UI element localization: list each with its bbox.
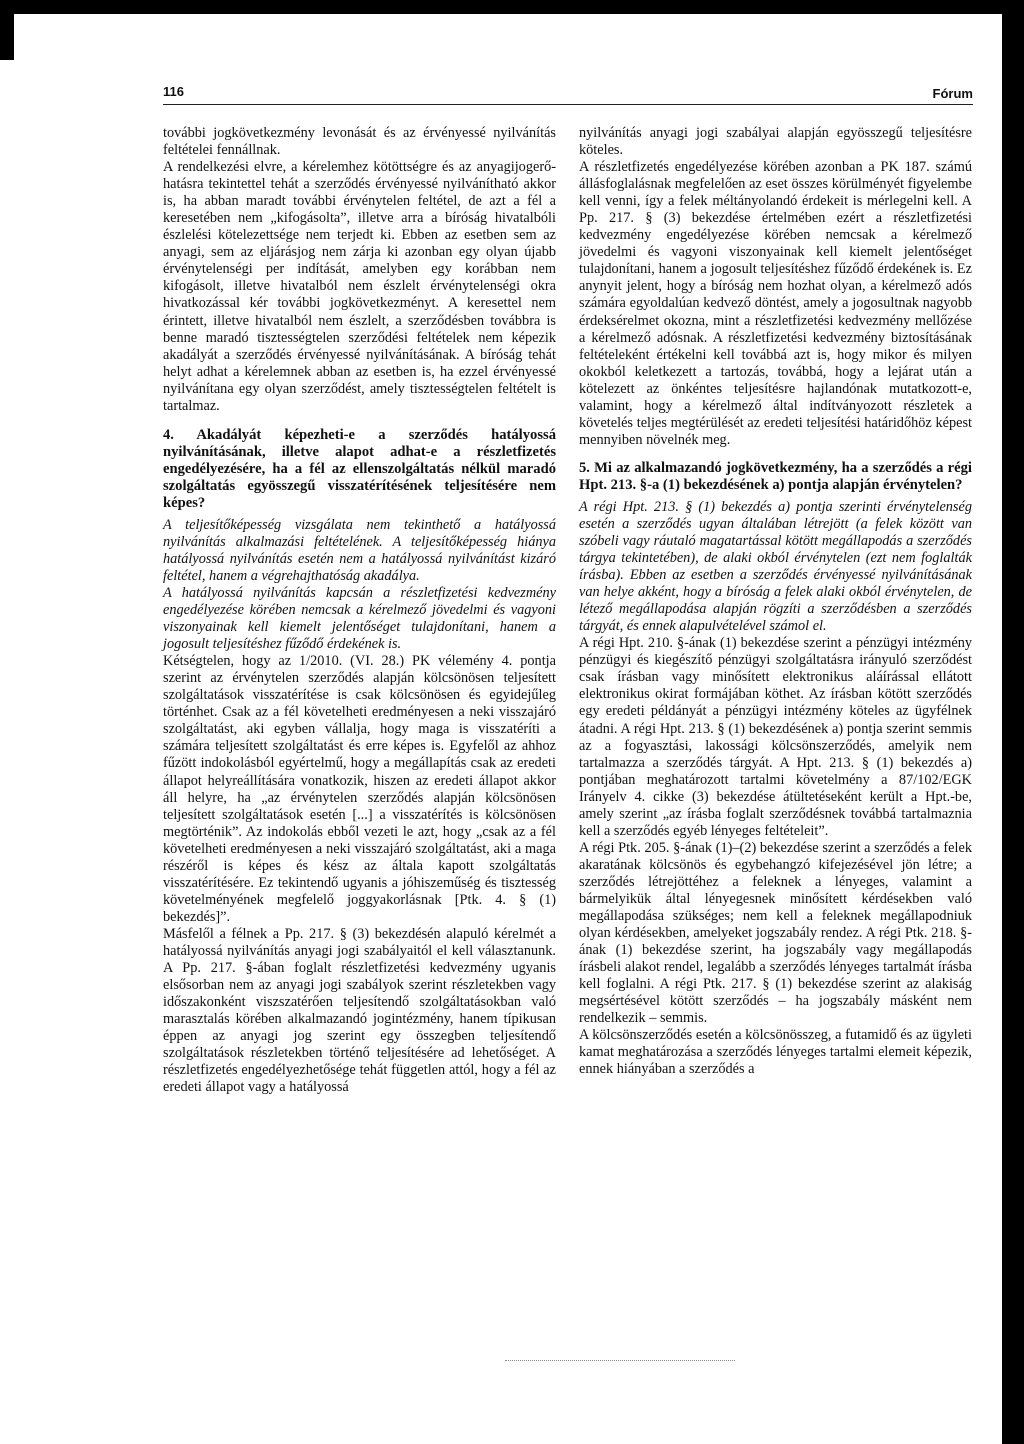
scan-border-left — [0, 0, 14, 60]
paragraph: A részletfizetés engedélyezése körében azonban a PK 187. számú állásfoglalásnak megfelelően az eset összes körülményét figyelembe kell venni, így a felek méltányolandó érdekeit is mérlegelni kell. A Pp. 217. § (3) bekezdése értelmében ezért a részletfizetési kedvezmény engedélyezése körében nemcsak a kérelmező jövedelmi és vagyoni viszonyainak kell kiemelt jelentőséget tulajdonítani, hanem a jogosult teljesítéshez fűződő érdekének is. Ez anynyit jelent, hogy a bíróság nem hozhat olyan, a kérelmező adós számára egyoldalúan kedvező döntést, amely a jogosultnak nagyobb érdeksérelmet okozna, mint a részletfizetési kedvezmény mellőzése a kérelmező adósnak. A részletfizetési kedvezmény biztosításának feltételeként értékelni kell továbbá azt is, hogy mikor és milyen okokból keletkezett a tartozás, továbbá, hogy a lejárat után a kötelezett az önkéntes teljesítésre hajlandónak mutatkozott-e, valamint, hogy a kérelmező által indítványozott részletek a követelés teljes megtérülését az eredeti teljesítési határidőhöz képest mennyiben növelnék meg. — [579, 159, 972, 448]
left-column — [163, 125, 556, 1096]
paragraph: további jogkövetkezmény levonását és az érvényessé nyilvánítás feltételei fennállnak. — [163, 125, 556, 159]
journal-title: Fórum — [932, 86, 973, 101]
summary-italic: A hatályossá nyilvánítás kapcsán a részletfizetési kedvezmény engedélyezése körében nemcsak a kérelmező jövedelmi és vagyoni viszonyainak kell kiemelt jelentőséget tulajdonítani, hanem a jogosult teljesítéshez fűződő érdekének is. — [163, 584, 556, 653]
summary-italic: A régi Hpt. 213. § (1) bekezdés a) pontja szerinti érvénytelenség esetén a szerződés ugyan általában létrejött (a felek között van szóbeli vagy ráutaló magatartással kötött megállapodás a szerződés tárgya tekintetében), de alaki okból érvénytelen (ezt nem foglalták írásba). Ebben az esetben a szerződés érvényessé nyilvánításának van helye akként, hogy a bíróság a felek alaki okból érvénytelen, de létező megállapodása alapján rögzíti a szerződésben a szerződés tárgyát, és ennek alapulvételével számol el. — [579, 498, 972, 635]
page-header — [163, 84, 973, 105]
right-column — [579, 125, 972, 1078]
paragraph: Másfelől a félnek a Pp. 217. § (3) bekezdésén alapuló kérelmét a hatályossá nyilvánítás anyagi jogi szabályaitól el kell választanunk. A Pp. 217. §-ában foglalt részletfizetési kedvezmény ugyanis elsősorban nem az anyagi jogi szabályok szerint részletekben vagy időszakonként viszszatérően teljesítendő szolgáltatásokban való marasztalás körében alkalmazandó jogintézmény, hanem típikusan éppen az anyagi jog szerint egy összegben teljesítendő szolgáltatások részletekben történő teljesítésére ad lehetőséget. A részletfizetés engedélyezhetősége tehát független attól, hogy a fél az eredeti állapot vagy a hatályossá — [163, 925, 556, 1096]
question-4-heading: 4. Akadályát képezheti-e a szerződés hatályossá nyilvánításának, illetve alapot adhat-e a részletfizetés engedélyezésére, ha a fél az ellenszolgáltatás nélkül maradó szolgáltatás egyösszegű visszatérítésének teljesítésére nem képes? — [163, 426, 556, 511]
paragraph: nyilvánítás anyagi jogi szabályai alapján egyösszegű teljesítésre köteles. — [579, 125, 972, 159]
summary-italic: A teljesítőképesség vizsgálata nem tekinthető a hatályossá nyilvánítás alkalmazási feltételének. A teljesítőképesség hiánya hatályossá nyilvánítás esetén nem a hatályossá nyilvánítást kizáró feltétel, hanem a végrehajthatóság akadálya. — [163, 516, 556, 584]
paragraph: A kölcsönszerződés esetén a kölcsönösszeg, a futamidő és az ügyleti kamat meghatározása a szerződés lényeges tartalmi elemeit képezik, ennek hiányában a szerződés a — [579, 1027, 972, 1078]
scan-border-right — [1002, 0, 1024, 1444]
scan-artifact-line — [505, 1360, 735, 1362]
paragraph: A régi Ptk. 205. §-ának (1)–(2) bekezdése szerint a szerződés a felek akaratának kölcsönös és egybehangzó kifejezésével jön létre; a szerződés létrejöttéhez a feleknek a lényeges, valamint a bármelyikük által lényegesnek minősített kérdésekben való megállapodása szükséges; nem kell a feleknek megállapodniuk olyan kérdésekben, amelyeket jogszabály rendez. A régi Ptk. 218. §-ának (1) bekezdése szerint, ha jogszabály vagy megállapodás írásbeli alakot rendel, legalább a szerződés lényeges tartalmát írásba kell foglalni. A régi Ptk. 217. § (1) bekezdése szerint az alakiság megsértésével kötött szerződés – ha jogszabály másként nem rendelkezik – semmis. — [579, 839, 972, 1027]
paragraph: Kétségtelen, hogy az 1/2010. (VI. 28.) PK vélemény 4. pontja szerint az érvénytelen szerződés alapján kölcsönösen teljesített szolgáltatások visszatérítése is csak kölcsönösen és egyidejűleg történhet. Csak az a fél követelheti eredményesen a neki visszajáró szolgáltatást, aki egyben vállalja, hogy maga is visszatéríti a számára teljesített szolgáltatást és erre képes is. Egyfelől az ahhoz fűzött indokolásból egyértelmű, hogy a megállapítás csak az eredeti állapot helyreállítására vonatkozik, hiszen az eredeti állapot akkor áll helyre, ha „az érvénytelen szerződés alapján kölcsönösen teljesített szolgáltatások esetén [...] a visszatérítés is kölcsönösen megtörténik”. Az indokolás ebből vezeti le azt, hogy „csak az a fél követelheti eredményesen a neki visszajáró szolgáltatást, aki a maga részéről is képes és kész az általa kapott szolgáltatás visszatérítésére. Ez tekintendő ugyanis a jóhiszeműség és tisztesség követelményének megfelelő joggyakorlásnak [Ptk. 4. § (1) bekezdés]”. — [163, 653, 556, 925]
page-number: 116 — [163, 84, 184, 99]
scan-border-top — [0, 0, 1024, 14]
question-5-heading: 5. Mi az alkalmazandó jogkövetkezmény, ha a szerződés a régi Hpt. 213. §-a (1) bekezdésének a) pontja alapján érvénytelen? — [579, 459, 972, 493]
paragraph: A régi Hpt. 210. §-ának (1) bekezdése szerint a pénzügyi intézmény pénzügyi és kiegészítő pénzügyi szolgáltatásra irányuló szerződést csak írásban vagy minősített elektronikus aláírással ellátott elektronikus okirat formájában köthet. Az írásban kötött szerződés egy eredeti példányát a pénzügyi intézmény köteles az ügyfélnek átadni. A régi Hpt. 213. § (1) bekezdésének a) pontja szerint semmis az a fogyasztási, lakossági kölcsönszerződés, amelyik nem tartalmazza a szerződés tárgyát. A Hpt. 213. § (1) bekezdés a) pontjában meghatározott tartalmi követelmény a 87/102/EGK Irányelv 4. cikke (3) bekezdése átültetéseként került a Hpt.-be, amely szerint „az írásba foglalt szerződésnek továbbá tartalmaznia kell a szerződés egyéb lényeges feltételeit”. — [579, 635, 972, 839]
paragraph: A rendelkezési elvre, a kérelemhez kötöttségre és az anyagijogerő-hatásra tekintettel tehát a szerződés érvényessé nyilvánítható akkor is, ha abban maradt további érvénytelen feltétel, de azt a fél a keresetében nem „kifogásolta”, illetve arra a bíróság hivatalbóli észlelési kötelezettsége nem terjedt ki. Ebben az esetben sem az anyagi, sem az eljárásjog nem zárja ki azonban egy olyan újabb érvénytelenségi per indítását, amelyben egy korábban nem kifogásolt, illetve hivatalból nem észlelt érvénytelenségi okra hivatkozással kér további jogkövetkezményt. A keresettel nem érintett, illetve hivatalból nem észlelt, a szerződésben továbbra is benne maradó tisztességtelen szerződési feltételek nem képezik akadályát a szerződés érvényessé nyilvánításának. A bíróság tehát helyt adhat a kérelemnek abban az esetben is, ha ezzel érvényessé nyilvánítana egy olyan szerződést, amely tisztességtelen feltételt is tartalmaz. — [163, 159, 556, 414]
